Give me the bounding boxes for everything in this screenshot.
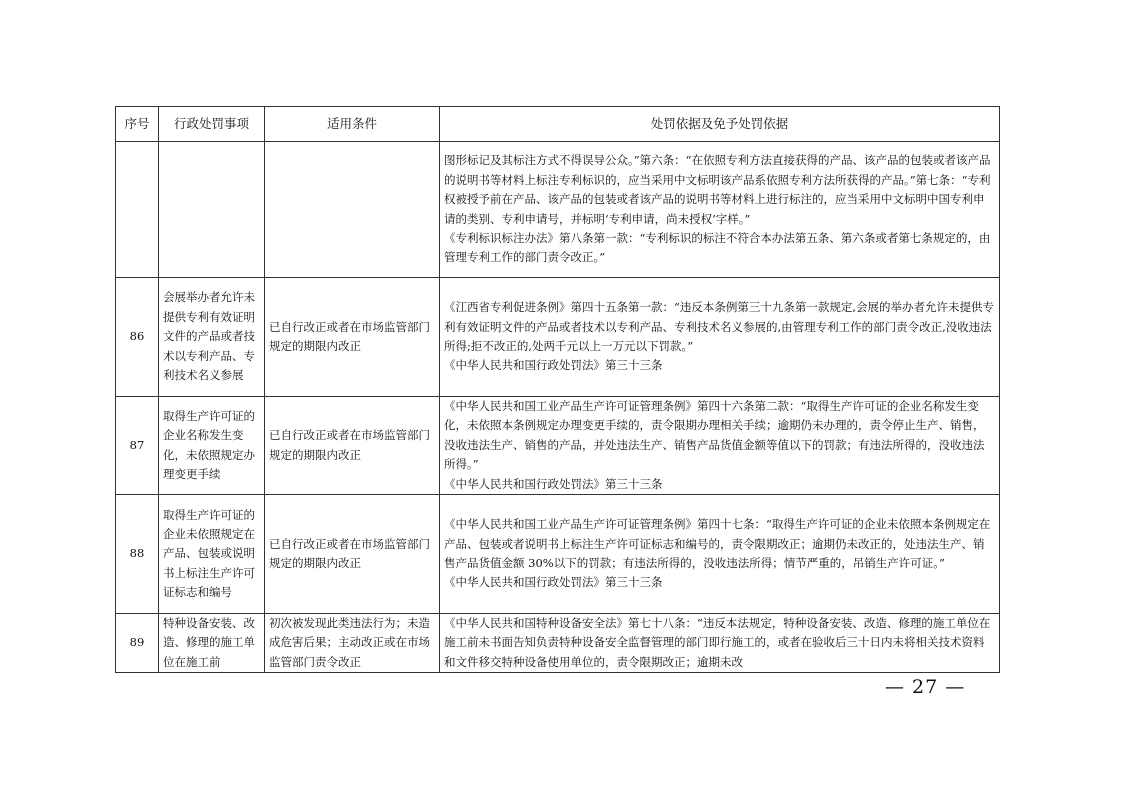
table-row: [116, 278, 1000, 397]
header-basis: 处罚依据及免予处罚依据: [440, 107, 1000, 142]
row-no: 86: [116, 278, 159, 397]
row-item: 取得生产许可证的企业未依照规定在产品、包装或说明书上标注生产许可证标志和编号: [159, 495, 265, 614]
header-no: 序号: [116, 107, 159, 142]
table-row: [116, 397, 1000, 495]
row-no: 89: [116, 614, 159, 673]
row-condition: 已自行改正或者在市场监管部门规定的期限内改正: [265, 278, 440, 397]
row-item: 会展举办者允许未提供专利有效证明文件的产品或者技术以专利产品、专利技术名义参展: [159, 278, 265, 397]
page-number: — 27 —: [885, 676, 966, 698]
row-basis: [440, 142, 1000, 278]
table-row: [116, 495, 1000, 614]
row-no: 87: [116, 397, 159, 495]
row-basis: [440, 397, 1000, 495]
row-no: 88: [116, 495, 159, 614]
basis-paragraph: 《中华人民共和国行政处罚法》第三十三条: [444, 358, 663, 373]
penalty-table: [115, 106, 1000, 673]
basis-paragraph: 《中华人民共和国特种设备安全法》第七十八条：“违反本法规定，特种设备安装、改造、修理的施工单位在施工前未书面告知负责特种设备安全监督管理的部门即行施工的，或者在验收后三十日内未将相关技术资料和文件移交特种设备使用单位的，责令限期改正；逾期未改: [444, 616, 991, 669]
row-item: 取得生产许可证的企业名称发生变化，未依照规定办理变更手续: [159, 397, 265, 495]
row-item: 特种设备安装、改造、修理的施工单位在施工前: [159, 614, 265, 673]
row-no: [116, 142, 159, 278]
basis-paragraph: 《中华人民共和国行政处罚法》第三十三条: [444, 575, 663, 590]
row-condition: [265, 142, 440, 278]
basis-paragraph: 《专利标识标注办法》第八条第一款：“专利标识的标注不符合本办法第五条、第六条或者第七条规定的，由管理专利工作的部门责令改正。”: [444, 230, 991, 265]
table-header: [116, 107, 1000, 142]
basis-paragraph: 《中华人民共和国工业产品生产许可证管理条例》第四十七条：“取得生产许可证的企业未依照本条例规定在产品、包装或者说明书上标注生产许可证标志和编号的，责令限期改正；逾期仍未改正的，处违法生产、销售产品货值金额 30%以下的罚款；有违法所得的，没收违法所得；情节严重的，吊销生产许可证。”: [444, 517, 991, 571]
row-basis: [440, 278, 1000, 397]
row-condition: 已自行改正或者在市场监管部门规定的期限内改正: [265, 495, 440, 614]
basis-paragraph: 《江西省专利促进条例》第四十五条第一款：“违反本条例第三十九条第一款规定,会展的举办者允许未提供专利有效证明文件的产品或者技术以专利产品、专利技术名义参展的,由管理专利工作的部门责令改正,没收违法所得;拒不改正的,处两千元以上一万元以下罚款。”: [444, 300, 995, 353]
basis-paragraph: 图形标记及其标注方式不得误导公众。”第六条：“在依照专利方法直接获得的产品、该产品的包装或者该产品的说明书等材料上标注专利标识的，应当采用中文标明该产品系依照专利方法所获得的产品。”第七条：“专利权被授予前在产品、该产品的包装或者该产品的说明书等材料上进行标注的，应当采用中文标明中国专利申请的类别、专利申请号，并标明‘专利申请，尚未授权’字样。”: [444, 153, 991, 226]
row-basis: [440, 614, 1000, 673]
basis-paragraph: 《中华人民共和国行政处罚法》第三十三条: [444, 476, 663, 491]
basis-paragraph: 《中华人民共和国工业产品生产许可证管理条例》第四十六条第二款：“取得生产许可证的企业名称发生变化，未依照本条例规定办理变更手续的，责令限期办理相关手续；逾期仍未办理的，责令停止生产、销售，没收违法生产、销售的产品，并处违法生产、销售产品货值金额等值以下的罚款；有违法所得的，没收违法所得。”: [444, 399, 985, 472]
row-condition: 初次被发现此类违法行为；未造成危害后果；主动改正或在市场监管部门责令改正: [265, 614, 440, 673]
header-condition: 适用条件: [265, 107, 440, 142]
table-row: [116, 614, 1000, 673]
row-basis: [440, 495, 1000, 614]
row-condition: 已自行改正或者在市场监管部门规定的期限内改正: [265, 397, 440, 495]
table-row: [116, 142, 1000, 278]
header-item: 行政处罚事项: [159, 107, 265, 142]
row-item: [159, 142, 265, 278]
